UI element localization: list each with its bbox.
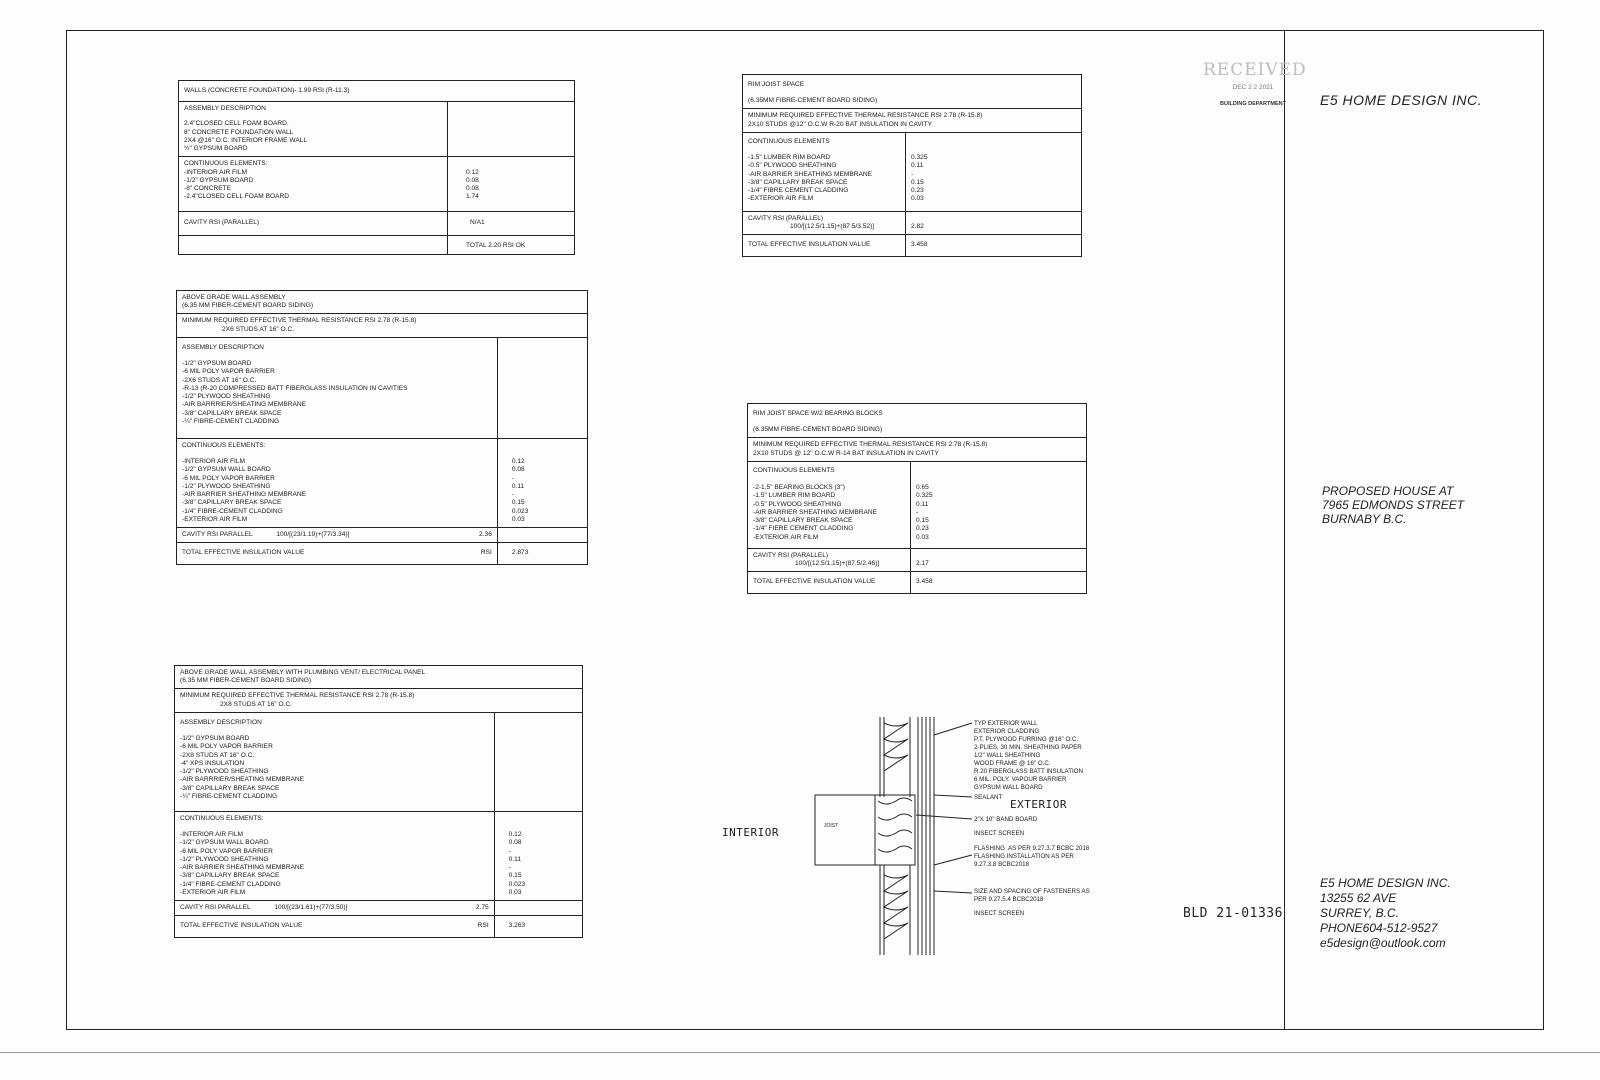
stamp-department: BUILDING DEPARTMENT bbox=[1220, 101, 1286, 107]
element-item: -1/4" FIBRE-CEMENT CLADDING bbox=[180, 880, 281, 888]
element-item: -EXTERIOR AIR FILM bbox=[180, 888, 246, 896]
company-email: e5design@outlook.com bbox=[1320, 936, 1446, 950]
assembly-item: -AIR BARRRIER/SHEATING MEMBRANE bbox=[182, 401, 307, 409]
assembly-item: -6 MIL POLY VAPOR BARRIER bbox=[180, 743, 273, 751]
cavity-label: CAVITY RSI PARALLEL bbox=[180, 904, 251, 912]
element-item: -INTERIOR AIR FILM bbox=[182, 458, 246, 466]
cavity-value: N/A1 bbox=[448, 212, 575, 235]
callout-sealant: SEALANT bbox=[974, 794, 1003, 801]
requirement: MINIMUM REQUIRED EFFECTIVE THERMAL RESISTANCE RSI 2.78 (R-15.8) bbox=[748, 112, 983, 120]
total-value: TOTAL 2.20 RSI OK bbox=[448, 235, 575, 254]
assembly-item: -4" XPS INSULATION bbox=[180, 759, 245, 767]
assembly-heading: ASSEMBLY DESCRIPTION bbox=[184, 105, 266, 113]
cavity-formula: 100/[(12.5/1.15)+(87.5/2.46)] bbox=[795, 560, 880, 568]
stamp-received: RECEIVED bbox=[1203, 60, 1307, 80]
element-value: 0.08 bbox=[466, 176, 479, 184]
total-unit: RSI bbox=[437, 543, 497, 564]
element-item: -AIR BARRIER SHEATHING MEMBRANE bbox=[182, 491, 307, 499]
table-above-grade-wall bbox=[176, 290, 588, 565]
table-title: RIM JOIST SPACE bbox=[748, 81, 805, 88]
wall-section-detail bbox=[800, 705, 980, 970]
element-item: -1.5" LUMBER RIM BOARD bbox=[748, 154, 831, 162]
continuous-heading: CONTINUOUS ELEMENTS: bbox=[184, 160, 268, 168]
continuous-heading: CONTINUOUS ELEMENTS bbox=[748, 137, 830, 145]
element-value: - bbox=[511, 474, 515, 482]
stud-spec: 2X10 STUDS @ 12" O.C.W R-14 BAT INSULATION IN CAVITY bbox=[753, 449, 939, 457]
element-item: -3/8" CAPILLARY BREAK SPACE bbox=[753, 517, 853, 525]
element-value: 0.325 bbox=[916, 492, 933, 500]
element-value: 0.03 bbox=[916, 533, 929, 541]
table-rim-joist-bearing-blocks bbox=[747, 403, 1087, 594]
element-item: -1/2" GYPSUM WALL BOARD bbox=[182, 466, 271, 474]
element-value: 0.023 bbox=[508, 880, 526, 888]
total-value: 2.873 bbox=[497, 543, 587, 564]
assembly-item: -1/2" GYPSUM BOARD bbox=[180, 735, 250, 743]
cavity-value: 2.17 bbox=[911, 548, 1087, 571]
element-item: -3/8" CAPILLARY BREAK SPACE bbox=[182, 499, 282, 507]
total-label: TOTAL EFFECTIVE INSULATION VALUE bbox=[177, 543, 438, 564]
element-value: 0.15 bbox=[916, 517, 929, 525]
element-value: 0.08 bbox=[466, 185, 479, 193]
stamp-date: DEC 2 2 2021 bbox=[1232, 84, 1274, 91]
total-label: TOTAL EFFECTIVE INSULATION VALUE bbox=[743, 235, 906, 256]
project-info bbox=[1322, 484, 1464, 526]
element-item: -2-1.5" BEARING BLOCKS (3") bbox=[753, 484, 845, 492]
assembly-item: 2X4 @16" O.C. INTERIOR FRAME WALL bbox=[184, 136, 308, 144]
element-item: -AIR BARRIER SHEATHING MEMBRANE bbox=[753, 508, 878, 516]
scan-edge-bottom bbox=[0, 1052, 1600, 1053]
callout-insect-screen: INSECT SCREEN bbox=[974, 910, 1025, 917]
element-value: 0.03 bbox=[511, 515, 525, 523]
table-title: WALLS (CONCRETE FOUNDATION)- 1.99 RSI (R-11.3) bbox=[179, 81, 575, 102]
assembly-item: -3/8" CAPILLARY BREAK SPACE bbox=[180, 784, 280, 792]
table-title: ABOVE GRADE WALL ASSEMBLY bbox=[182, 294, 286, 301]
requirement: MINIMUM REQUIRED EFFECTIVE THERMAL RESISTANCE RSI 2.78 (R-15.8) bbox=[182, 317, 417, 325]
stud-spec: 2X8 STUDS AT 16" O.C. bbox=[220, 700, 293, 708]
element-item: -1/4" FIERE CEMENT CLADDING bbox=[753, 525, 854, 533]
element-value: 0.15 bbox=[508, 872, 522, 880]
element-item: -6 MIL POLY VAPOR BARRIER bbox=[182, 474, 275, 482]
assembly-item: -R-13 (R-20 COMPRESSED BATT FIBERGLASS INSULATION IN CAVITIES bbox=[182, 384, 408, 392]
interior-label: INTERIOR bbox=[722, 826, 779, 839]
joist-label: JOIST bbox=[824, 823, 839, 829]
received-stamp bbox=[1203, 60, 1307, 107]
assembly-item: -3/8" CAPILLARY BREAK SPACE bbox=[182, 409, 282, 417]
table-title: RIM JOIST SPACE W/2 BEARING BLOCKS bbox=[753, 410, 883, 417]
callout-wall-layers: TYP EXTERIOR WALL EXTERIOR CLADDING P.T. PLYWOOD FURRING @16" O.C. 2-PLIES, 30 MIN. SHEATHING PAPER 1/2" WALL SHEATHING WOOD FRAME @ 16" O.C. R 20 FIBERGLASS BATT INSULATION 6 MIL. POLY. VAPOUR BARRIER GYPSUM WALL BOARD bbox=[974, 720, 1083, 791]
element-item: -3/8" CAPILLARY BREAK SPACE bbox=[748, 178, 848, 186]
callout-fasteners: SIZE AND SPACING OF FASTENERS AS PER 9.27.5.4 BCBC2018 bbox=[974, 888, 1090, 903]
project-line: PROPOSED HOUSE AT bbox=[1322, 484, 1454, 498]
element-value: 0.15 bbox=[911, 178, 924, 186]
element-value: - bbox=[916, 508, 919, 516]
element-value: 0.08 bbox=[511, 466, 525, 474]
element-value: 0.03 bbox=[911, 195, 924, 203]
element-item: -EXTERIOR AIR FILM bbox=[753, 533, 819, 541]
table-subtitle: (6.35 MM FIBER-CEMENT BOARD SIDING) bbox=[182, 302, 314, 310]
stud-spec: 2X10 STUDS @12" O.C.W R-20 BAT INSULATION IN CAVITY bbox=[748, 120, 933, 128]
element-value: - bbox=[511, 491, 515, 499]
assembly-item: -2X8 STUDS AT 16" O.C. bbox=[180, 751, 255, 759]
title-block-divider bbox=[1284, 30, 1285, 1030]
exterior-label: EXTERIOR bbox=[1010, 798, 1067, 811]
assembly-item: 8" CONCRETE FOUNDATION WALL bbox=[184, 128, 294, 136]
element-item: -3/8" CAPILLARY BREAK SPACE bbox=[180, 872, 280, 880]
assembly-item: -1/2" GYPSUM BOARD bbox=[182, 360, 252, 368]
element-item: -8" CONCRETE bbox=[184, 185, 232, 193]
company-phone: PHONE604-512-9527 bbox=[1320, 921, 1438, 935]
table-concrete-foundation-wall bbox=[178, 80, 575, 255]
continuous-heading: CONTINUOUS ELEMENTS: bbox=[180, 814, 264, 822]
cavity-formula: 100/[(23/1.61)+(77/3.50)] bbox=[274, 904, 348, 912]
element-item: -0.5" PLYWOOD SHEATHING bbox=[753, 500, 842, 508]
total-label: TOTAL EFFECTIVE INSULATION VALUE bbox=[175, 916, 436, 937]
element-value: 0.12 bbox=[508, 831, 522, 839]
element-item: -1.5" LUMBER RIM BOARD bbox=[753, 492, 836, 500]
total-value: 3.458 bbox=[906, 235, 1082, 256]
element-value: 0.11 bbox=[911, 162, 924, 170]
table-subtitle: (6.35MM FIBRE-CEMENT BOARD SIDING) bbox=[748, 97, 878, 105]
project-city: BURNABY B.C. bbox=[1322, 512, 1407, 526]
cavity-label: CAVITY RSI (PARALLEL) bbox=[179, 212, 448, 235]
cavity-value: 2.75 bbox=[435, 901, 494, 916]
company-street: 13255 62 AVE bbox=[1320, 891, 1397, 905]
cavity-formula: 100/[(12.5/1.15)+(87.5/3.52)] bbox=[790, 223, 875, 231]
requirement: MINIMUM REQUIRED EFFECTIVE THERMAL RESISTANCE RSI 2.78 (R-15.8) bbox=[180, 692, 415, 700]
continuous-heading: CONTINUOUS ELEMENTS bbox=[753, 466, 835, 474]
table-rim-joist-space bbox=[742, 74, 1082, 257]
table-subtitle: (6.35 MM FIBER-CEMENT BOARD SIDING) bbox=[180, 677, 312, 685]
element-item: -INTERIOR AIR FILM bbox=[184, 168, 248, 176]
cavity-value: 2.82 bbox=[906, 211, 1082, 234]
element-value: 0.11 bbox=[916, 500, 929, 508]
cavity-label: CAVITY RSI (PARALLEL) bbox=[748, 214, 824, 222]
element-value: 0.11 bbox=[511, 482, 525, 490]
element-item: -1/4" FIBRE CEMENT CLADDING bbox=[748, 187, 849, 195]
total-value: 3.263 bbox=[494, 916, 582, 937]
element-item: -AIR BARRIER SHEATHING MEMBRANE bbox=[748, 170, 873, 178]
assembly-item: -6 MIL POLY VAPOR BARRIER bbox=[182, 368, 275, 376]
element-value: 0.03 bbox=[508, 888, 522, 896]
element-value: 0.325 bbox=[911, 154, 928, 162]
element-item: -6 MIL POLY VAPOR BARRIER bbox=[180, 847, 273, 855]
company-address-block bbox=[1320, 876, 1451, 951]
stud-spec: 2X6 STUDS AT 16" O.C. bbox=[222, 325, 295, 333]
cavity-value: 2.36 bbox=[437, 528, 497, 543]
element-value: 0.12 bbox=[511, 458, 525, 466]
element-item: -1/2" PLYWOOD SHEATHING bbox=[180, 855, 269, 863]
callout-insect-screen: INSECT SCREEN bbox=[974, 830, 1025, 837]
requirement: MINIMUM REQUIRED EFFECTIVE THERMAL RESISTANCE RSI 2.78 (R-15.8) bbox=[753, 441, 988, 449]
element-item: -2.4"CLOSED CELL FOAM BOARD bbox=[184, 193, 290, 201]
element-item: -1/2" PLYWOOD SHEATHING bbox=[182, 482, 271, 490]
table-wall-plumbing-vent bbox=[174, 665, 583, 938]
assembly-item: 2.4"CLOSED CELL FOAM BOARD. bbox=[184, 120, 289, 128]
assembly-item: -1/2" PLYWOOD SHEATHING bbox=[182, 393, 271, 401]
assembly-item: -AIR BARRRIER/SHEATING MEMBRANE bbox=[180, 776, 305, 784]
cavity-label: CAVITY RSI (PARALLEL) bbox=[753, 551, 829, 559]
project-address: 7965 EDMONDS STREET bbox=[1322, 498, 1465, 512]
element-value: 0.65 bbox=[916, 484, 929, 492]
element-value: 0.23 bbox=[911, 187, 924, 195]
table-subtitle: (6.35MM FIBRE-CEMENT BOARD SIDING) bbox=[753, 426, 883, 434]
element-value: - bbox=[911, 170, 914, 178]
table-title: ABOVE GRADE WALL ASSEMBLY WITH PLUMBING VENT/ ELECTRICAL PANEL bbox=[180, 669, 426, 676]
element-item: -1/4" FIBRE-CEMENT CLADDING bbox=[182, 507, 283, 515]
element-value: - bbox=[508, 847, 511, 855]
permit-number: BLD 21-01336 bbox=[1183, 906, 1283, 921]
cavity-label: CAVITY RSI PARALLEL bbox=[182, 531, 253, 539]
element-item: -1/2" GYPSUM BOARD bbox=[184, 176, 254, 184]
total-value: 3.458 bbox=[911, 572, 1087, 593]
element-item: -0.5" PLYWOOD SHEATHING bbox=[748, 162, 837, 170]
continuous-heading: CONTINUOUS ELEMENTS: bbox=[182, 441, 266, 449]
company-title: E5 HOME DESIGN INC. bbox=[1320, 92, 1482, 108]
company-name: E5 HOME DESIGN INC. bbox=[1320, 876, 1451, 890]
callout-flashing: FLASHING AS PER 9.27.3.7 BCBC 2018 FLASHING INSTALLATION AS PER 9.27.3.8 BCBC2018 bbox=[974, 845, 1090, 868]
total-label: TOTAL EFFECTIVE INSULATION VALUE bbox=[748, 572, 911, 593]
element-value: 0.12 bbox=[466, 168, 479, 176]
assembly-item: -¼" FIBRE-CEMENT CLADDING bbox=[182, 417, 280, 425]
element-value: 0.23 bbox=[916, 525, 929, 533]
element-value: 0.08 bbox=[508, 839, 522, 847]
element-value: - bbox=[508, 864, 511, 872]
assembly-item: -2X6 STUDS AT 16" O.C. bbox=[182, 376, 257, 384]
company-city: SURREY, B.C. bbox=[1320, 906, 1399, 920]
cavity-formula: 100/[(23/1.19)+(77/3.34)] bbox=[276, 531, 350, 539]
element-item: -AIR BARRIER SHEATHING MEMBRANE bbox=[180, 864, 305, 872]
element-item: -INTERIOR AIR FILM bbox=[180, 831, 244, 839]
callout-band-board: 2"X 10" BAND BOARD bbox=[974, 816, 1038, 823]
assembly-item: -¼" FIBRE-CEMENT CLADDING bbox=[180, 792, 278, 800]
element-item: -1/2" GYPSUM WALL BOARD bbox=[180, 839, 269, 847]
assembly-heading: ASSEMBLY DESCRIPTION bbox=[180, 718, 262, 726]
element-item: -EXTERIOR AIR FILM bbox=[182, 515, 248, 523]
assembly-item: -1/2" PLYWOOD SHEATHING bbox=[180, 768, 269, 776]
element-value: 0.023 bbox=[511, 507, 529, 515]
total-unit: RSI bbox=[435, 916, 494, 937]
element-item: -EXTERIOR AIR FILM bbox=[748, 195, 814, 203]
assembly-item: ½" GYPSUM BOARD bbox=[184, 145, 248, 153]
element-value: 0.11 bbox=[508, 855, 522, 863]
element-value: 0.15 bbox=[511, 499, 525, 507]
assembly-heading: ASSEMBLY DESCRIPTION bbox=[182, 343, 264, 351]
element-value: 1.74 bbox=[466, 193, 479, 201]
